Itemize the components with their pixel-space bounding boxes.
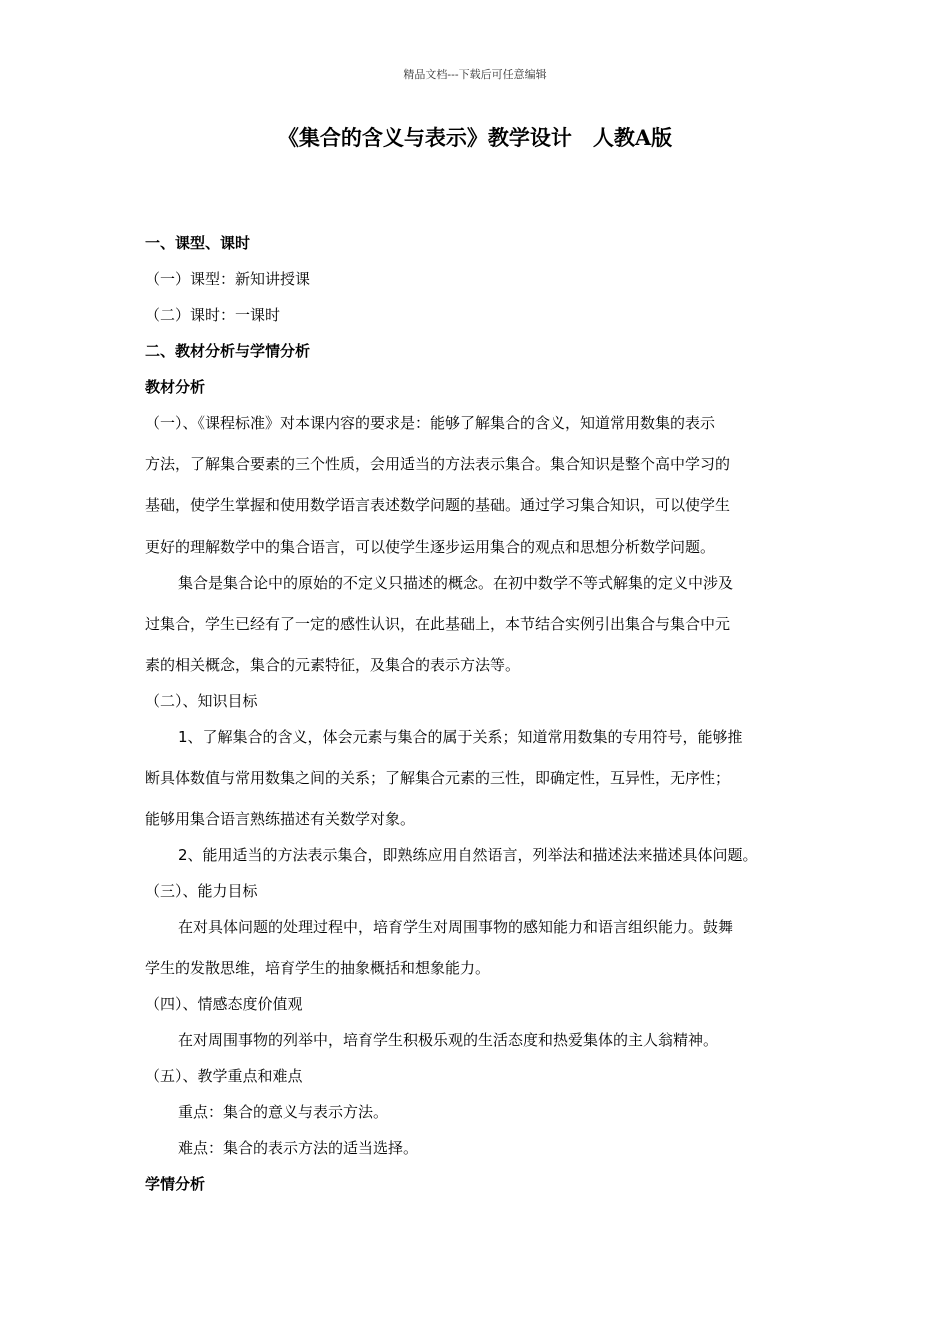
paragraph-line: （一）、《课程标准》对本课内容的要求是：能够了解集合的含义，知道常用数集的表示	[145, 414, 716, 432]
paragraph-line: 更好的理解数学中的集合语言，可以使学生逐步运用集合的观点和思想分析数学问题。	[145, 538, 716, 556]
paragraph-line: 在对具体问题的处理过程中，培育学生对周围事物的感知能力和语言组织能力。鼓舞	[178, 918, 734, 936]
section-heading-analysis: 二、教材分析与学情分析	[145, 342, 311, 360]
paragraph-line: 集合是集合论中的原始的不定义只描述的概念。在初中数学不等式解集的定义中涉及	[178, 574, 734, 592]
paragraph-line: 2、能用适当的方法表示集合，即熟练应用自然语言，列举法和描述法来描述具体问题。	[178, 846, 758, 864]
subheading-knowledge-goals: （二）、知识目标	[145, 692, 258, 710]
paragraph-line: 能够用集合语言熟练描述有关数学对象。	[145, 810, 416, 828]
page-header-note: 精品文档---下载后可任意编辑	[403, 68, 547, 81]
paragraph-line: 基础，使学生掌握和使用数学语言表述数学问题的基础。通过学习集合知识，可以使学生	[145, 496, 731, 514]
subheading-student-analysis: 学情分析	[145, 1175, 206, 1193]
paragraph-line: 在对周围事物的列举中，培育学生积极乐观的生活态度和热爱集体的主人翁精神。	[178, 1031, 719, 1049]
subheading-textbook-analysis: 教材分析	[145, 378, 206, 396]
key-point-line: 重点：集合的意义与表示方法。	[178, 1103, 389, 1121]
paragraph-line: 学生的发散思维，培育学生的抽象概括和想象能力。	[145, 959, 491, 977]
course-hours-item: （二）课时：一课时	[145, 306, 281, 324]
paragraph-line: 素的相关概念，集合的元素特征，及集合的表示方法等。	[145, 656, 521, 674]
document-title: 《集合的含义与表示》教学设计 人教A版	[277, 125, 673, 150]
paragraph-line: 1、了解集合的含义，体会元素与集合的属于关系；知道常用数集的专用符号，能够推	[178, 728, 743, 746]
subheading-ability-goals: （三）、能力目标	[145, 882, 258, 900]
paragraph-line: 过集合，学生已经有了一定的感性认识，在此基础上，本节结合实例引出集合与集合中元	[145, 615, 731, 633]
paragraph-line: 断具体数值与常用数集之间的关系；了解集合元素的三性，即确定性，互异性，无序性；	[145, 769, 731, 787]
difficult-point-line: 难点：集合的表示方法的适当选择。	[178, 1139, 419, 1157]
course-type-item: （一）课型：新知讲授课	[145, 270, 311, 288]
section-heading-course-type: 一、课型、课时	[145, 234, 251, 252]
subheading-key-points: （五）、教学重点和难点	[145, 1067, 303, 1085]
paragraph-line: 方法，了解集合要素的三个性质，会用适当的方法表示集合。集合知识是整个高中学习的	[145, 455, 731, 473]
subheading-emotion-goals: （四）、情感态度价值观	[145, 995, 303, 1013]
